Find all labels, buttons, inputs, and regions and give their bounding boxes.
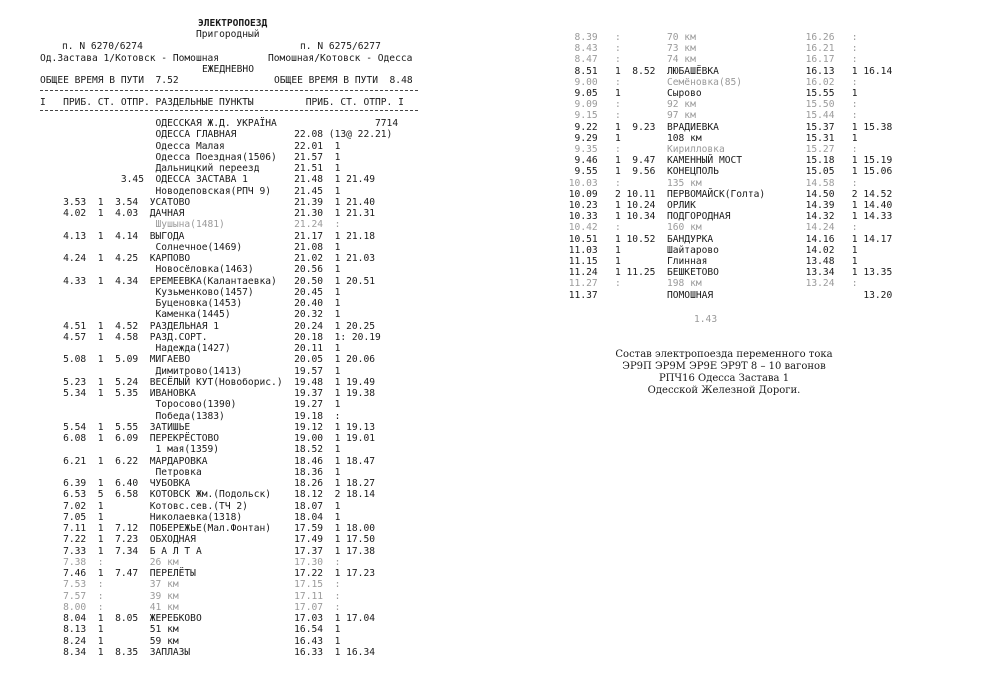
timetable-row: Торосово(1390) 19.27 1: [40, 399, 341, 411]
timetable-row: Буценовка(1453) 20.40 1: [40, 298, 341, 309]
timetable-row: ОДЕССКАЯ Ж.Д. УКРАЇНА 7714: [40, 118, 399, 129]
timetable-row: 10.23 1 10.24 ОРЛИК 14.39 1 14.40: [563, 200, 893, 211]
note-line: ЭР9П ЭР9М ЭР9Е ЭР9Т 8 – 10 вагонов: [622, 361, 826, 372]
timetable-row: 9.09 : 92 км 15.50 :: [563, 99, 858, 111]
timetable-row: 6.08 1 6.09 ПЕРЕКРЁСТОВО 19.00 1 19.01: [40, 433, 376, 444]
travel-time-left: ОБЩЕЕ ВРЕМЯ В ПУТИ 7.52: [40, 75, 179, 86]
timetable-row: 7.22 1 7.23 ОБХОДНАЯ 17.49 1 17.50: [40, 534, 376, 546]
timetable-row: Димитрово(1413) 19.57 1: [40, 365, 341, 377]
timetable-row: 6.53 5 6.58 КОТОВСК Жм.(Подольск) 18.12 2 18.14: [40, 489, 376, 501]
train-subtype: Пригородный: [196, 29, 260, 40]
timetable-row: Каменка(1445) 20.32 1: [40, 309, 341, 321]
timetable-row: 6.39 1 6.40 ЧУБОВКА 18.26 1 18.27: [40, 478, 376, 489]
timetable-row: 7.57 : 39 км 17.11 :: [40, 590, 341, 602]
timetable-row: 4.33 1 4.34 ЕРЕМЕЕВКА(Калантаевка) 20.50 1 20.51: [40, 275, 376, 287]
timetable-row: 9.05 1 Сырово 15.55 1: [563, 88, 858, 99]
timetable-row: 4.02 1 4.03 ДАЧНАЯ 21.30 1 21.31: [40, 208, 376, 219]
train-number-left: п. N 6270/6274: [62, 41, 143, 52]
route-right: Помошная/Котовск - Одесса: [268, 53, 413, 64]
timetable-row: 10.09 2 10.11 ПЕРВОМАЙСК(Голта) 14.50 2 14.52: [563, 188, 893, 200]
timetable-row: 6.21 1 6.22 МАРДАРОВКА 18.46 1 18.47: [40, 455, 376, 467]
divider: [40, 90, 418, 91]
timetable-row: 10.42 : 160 км 14.24 :: [563, 222, 858, 234]
train-number-right: п. N 6275/6277: [300, 41, 381, 52]
timetable-row: Одесса Малая 22.01 1: [40, 140, 341, 152]
route-left: Од.Застава 1/Котовск - Помошная: [40, 53, 220, 64]
timetable-row: 4.51 1 4.52 РАЗДЕЛЬНАЯ 1 20.24 1 20.25: [40, 320, 376, 332]
timetable-row: 5.54 1 5.55 ЗАТИШЬЕ 19.12 1 19.13: [40, 421, 376, 433]
timetable-row: 11.27 : 198 км 13.24 :: [563, 278, 858, 290]
timetable-row: 9.46 1 9.47 КАМЕННЫЙ МОСТ 15.18 1 15.19: [563, 155, 893, 167]
timetable-row: 8.51 1 8.52 ЛЮБАШЁВКА 16.13 1 16.14: [563, 65, 893, 77]
timetable-row: 9.55 1 9.56 КОНЕЦПОЛЬ 15.05 1 15.06: [563, 166, 893, 178]
timetable-row: 4.57 1 4.58 РАЗД.СОРТ. 20.18 1: 20.19: [40, 331, 381, 343]
timetable-row: 9.00 : Семёновка(85) 16.02 :: [563, 76, 858, 88]
timetable-row: 4.13 1 4.14 ВЫГОДА 21.17 1 21.18: [40, 230, 376, 242]
timetable-row: 11.03 1 Шайтарово 14.02 1: [563, 244, 858, 256]
column-headers: I ПРИБ. СТ. ОТПР. РАЗДЕЛЬНЫЕ ПУНКТЫ ПРИБ. СТ. ОТПР. I: [40, 97, 404, 108]
timetable-row: Шушына(1481) 21.24 :: [40, 219, 341, 231]
timetable-row: 9.15 : 97 км 15.44 :: [563, 110, 858, 122]
timetable-row: Новодеповская(РПЧ 9) 21.45 1: [40, 185, 341, 197]
timetable-row: 8.34 1 8.35 ЗАПЛАЗЫ 16.33 1 16.34: [40, 646, 376, 658]
timetable-row: 9.22 1 9.23 ВРАДИЕВКА 15.37 1 15.38: [563, 121, 893, 133]
timetable-row: 11.24 1 11.25 БЕШКЕТОВО 13.34 1 13.35: [563, 267, 893, 279]
timetable-row: 8.47 : 74 км 16.17 :: [563, 54, 858, 66]
timetable-row: 7.53 : 37 км 17.15 :: [40, 579, 341, 591]
timetable-row: 11.37 ПОМОШНАЯ 13.20: [563, 289, 893, 301]
timetable-row: Одесса Поездная(1506) 21.57 1: [40, 151, 341, 163]
timetable-row: 7.33 1 7.34 Б А Л Т А 17.37 1 17.38: [40, 545, 376, 557]
schedule-frequency: ЕЖЕДНЕВНО: [202, 64, 254, 75]
timetable-row: 4.24 1 4.25 КАРПОВО 21.02 1 21.03: [40, 253, 376, 264]
timetable-row: 7.05 1 Николаевка(1318) 18.04 1: [40, 511, 341, 523]
divider: [40, 110, 418, 111]
timetable-row: 8.24 1 59 км 16.43 1: [40, 635, 341, 647]
timetable-row: 7.46 1 7.47 ПЕРЕЛЁТЫ 17.22 1 17.23: [40, 568, 376, 579]
note-line: Одесской Железной Дороги.: [647, 385, 801, 396]
timetable-row: 3.45 ОДЕССА ЗАСТАВА 1 21.48 1 21.49: [40, 174, 376, 186]
timetable-row: Новосёловка(1463) 20.56 1: [40, 264, 341, 276]
timetable-row: 8.13 1 51 км 16.54 1: [40, 624, 341, 636]
timetable-row: Петровка 18.36 1: [40, 466, 341, 478]
travel-time-right: ОБЩЕЕ ВРЕМЯ В ПУТИ 8.48: [274, 75, 413, 86]
timetable-row: Солнечное(1469) 21.08 1: [40, 241, 341, 253]
timetable-row: 7.02 1 Котовс.сев.(ТЧ 2) 18.07 1: [40, 500, 341, 512]
timetable-row: ОДЕССА ГЛАВНАЯ 22.08 (13@ 22.21): [40, 129, 393, 141]
timetable-row: 10.03 : 135 км 14.58 :: [563, 177, 858, 189]
timetable-row: 9.35 : Кирилловка 15.27 :: [563, 144, 858, 155]
timetable-row: 7.38 : 26 км 17.30 :: [40, 556, 341, 568]
timetable-row: Кузьменково(1457) 20.45 1: [40, 286, 341, 298]
timetable-row: 8.43 : 73 км 16.21 :: [563, 43, 858, 55]
note-line: РПЧ16 Одесса Застава 1: [658, 373, 790, 384]
timetable-row: 7.11 1 7.12 ПОБЕРЕЖЬЕ(Мал.Фонтан) 17.59 1 18.00: [40, 523, 376, 534]
timetable-row: Дальницкий переезд 21.51 1: [40, 163, 341, 174]
timetable-row: 5.08 1 5.09 МИГАЕВО 20.05 1 20.06: [40, 354, 376, 366]
total-time-label: 1.43: [694, 314, 718, 325]
train-type-title: ЭЛЕКТРОПОЕЗД: [198, 18, 268, 29]
timetable-row: 8.04 1 8.05 ЖЕРЕБКОВО 17.03 1 17.04: [40, 613, 376, 624]
timetable-row: 8.39 : 70 км 16.26 :: [563, 32, 858, 43]
timetable-row: Надежда(1427) 20.11 1: [40, 343, 341, 354]
timetable-row: Победа(1383) 19.18 :: [40, 410, 341, 422]
note-line: Состав электропоезда переменного тока: [615, 349, 833, 360]
timetable-row: 11.15 1 Глинная 13.48 1: [563, 256, 858, 267]
timetable-row: 3.53 1 3.54 УСАТОВО 21.39 1 21.40: [40, 196, 376, 208]
timetable-row: 1 мая(1359) 18.52 1: [40, 444, 341, 456]
timetable-row: 5.34 1 5.35 ИВАНОВКА 19.37 1 19.38: [40, 388, 376, 399]
rolling-stock-note: [604, 349, 844, 397]
timetable-row: 9.29 1 108 км 15.31 1: [563, 132, 858, 144]
timetable-row: 5.23 1 5.24 ВЕСЁЛЫЙ КУТ(Новоборис.) 19.48 1 19.49: [40, 376, 376, 388]
timetable-row: 10.51 1 10.52 БАНДУРКА 14.16 1 14.17: [563, 233, 893, 245]
timetable-row: 10.33 1 10.34 ПОДГОРОДНАЯ 14.32 1 14.33: [563, 211, 893, 223]
timetable-row: 8.00 : 41 км 17.07 :: [40, 601, 341, 613]
